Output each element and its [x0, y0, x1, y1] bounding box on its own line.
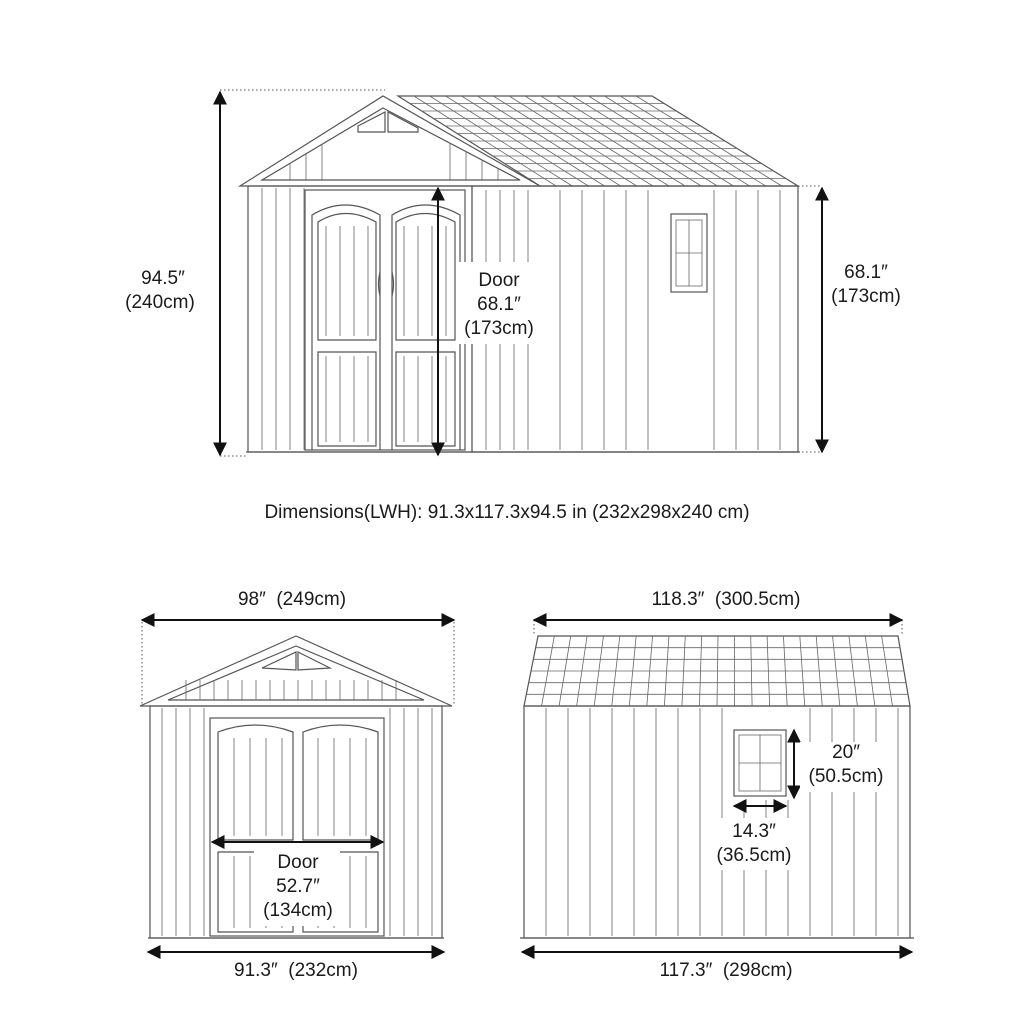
door-height-label: 68.1″ — [477, 294, 521, 315]
gable-bottom-width-label: 91.3″ (232cm) — [234, 960, 358, 981]
door-label: Door — [478, 270, 520, 291]
gable-door-width-cm-label: (134cm) — [263, 900, 333, 921]
window-width-label: 14.3″ — [732, 821, 776, 842]
side-bottom-width-label: 117.3″ (298cm) — [659, 960, 793, 981]
window-height-cm-label: (50.5cm) — [808, 766, 884, 787]
gable-door-label: Door — [277, 852, 319, 873]
dimensions-caption: Dimensions(LWH): 91.3x117.3x94.5 in (232x298x240 cm) — [264, 502, 750, 523]
panel-line — [717, 636, 718, 706]
overall-height-label: 94.5″ — [141, 268, 185, 289]
side-top-width-label: 118.3″ (300.5cm) — [651, 589, 801, 610]
wall-height-cm-label: (173cm) — [831, 286, 901, 307]
window-width-cm-label: (36.5cm) — [716, 845, 792, 866]
gable-door-width-label: 52.7″ — [276, 876, 320, 897]
overall-height-cm-label: (240cm) — [125, 292, 195, 313]
door-height-cm-label: (173cm) — [464, 318, 534, 339]
window-height-label: 20″ — [832, 742, 860, 763]
gable-top-width-label: 98″ (249cm) — [237, 589, 347, 610]
wall-height-label: 68.1″ — [844, 262, 888, 283]
